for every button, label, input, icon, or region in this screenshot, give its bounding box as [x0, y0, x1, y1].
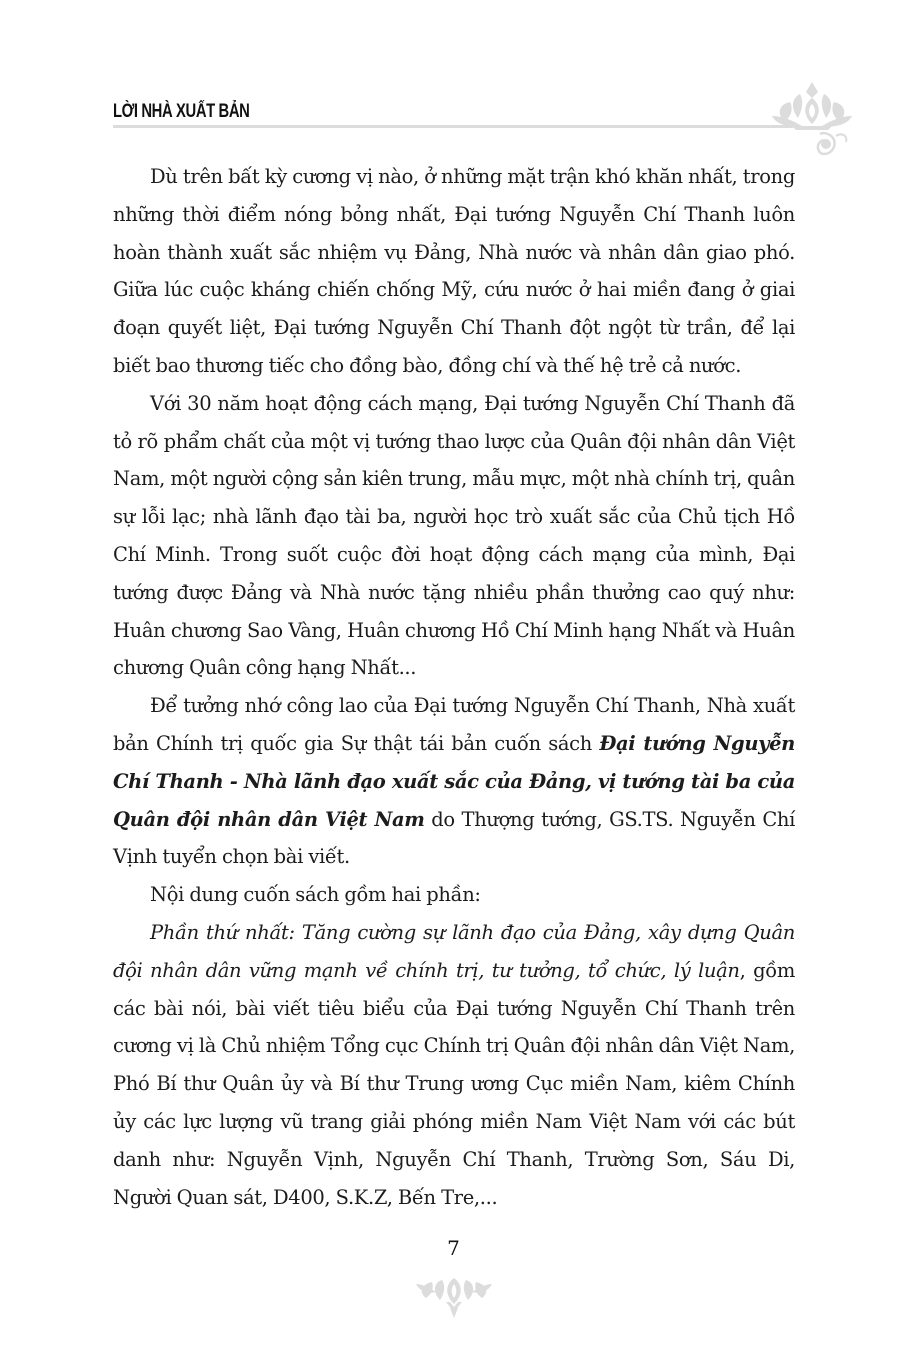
book-title: Đại tướng Nguyễn Chí Thanh - Nhà lãnh đạo xuất sắc của Đảng, vị tướng tài ba của Quân đội nhân dân Việt Nam [113, 731, 796, 831]
paragraph [113, 687, 795, 876]
paragraph: Nội dung cuốn sách gồm hai phần: [150, 883, 481, 907]
body-text [113, 158, 795, 1216]
lotus-ornament-icon [762, 80, 862, 160]
paragraph-text: Để tưởng nhớ công lao của Đại tướng Nguyễn Chí Thanh, Nhà xuất bản Chính trị quốc gia Sự thật tái bản cuốn sách [113, 694, 795, 755]
page-number: 7 [447, 1236, 460, 1260]
paragraph: Dù trên bất kỳ cương vị nào, ở những mặt trận khó khăn nhất, trong những thời điểm nóng bỏng nhất, Đại tướng Nguyễn Chí Thanh luôn hoàn thành xuất sắc nhiệm vụ Đảng, Nhà nước và nhân dân giao phó. Giữa lúc cuộc kháng chiến chống Mỹ, cứu nước ở hai miền đang ở giai đoạn quyết liệt, Đại tướng Nguyễn Chí Thanh đột ngột từ trần, để lại biết bao thương tiếc cho đồng bào, đồng chí và thế hệ trẻ cả nước. [113, 165, 795, 377]
running-head-title: LỜI NHÀ XUẤT BẢN [113, 101, 250, 122]
lotus-ornament-icon [414, 1272, 494, 1320]
paragraph-text: do Thượng tướng, GS.TS. Nguyễn Chí Vịnh tuyển chọn bài viết. [113, 807, 795, 869]
part-title: Phần thứ nhất: Tăng cường sự lãnh đạo của Đảng, xây dựng Quân đội nhân dân vững mạnh về chính trị, tư tưởng, tổ chức, lý luận [113, 920, 795, 982]
paragraph-text: , gồm các bài nói, bài viết tiêu biểu của Đại tướng Nguyễn Chí Thanh trên cương vị là Chủ nhiệm Tổng cục Chính trị Quân đội nhân dân Việt Nam, Phó Bí thư Quân ủy và Bí thư Trung ương Cục miền Nam, kiêm Chính ủy các lực lượng vũ trang giải phóng miền Nam Việt Nam với các bút danh như: Nguyễn Vịnh, Nguyễn Chí Thanh, Trường Sơn, Sáu Di, Người Quan sát, D400, S.K.Z, Bến Tre,... [113, 958, 795, 1209]
paragraph [113, 914, 795, 1216]
header-rule [113, 125, 793, 128]
paragraph: Với 30 năm hoạt động cách mạng, Đại tướng Nguyễn Chí Thanh đã tỏ rõ phẩm chất của một vị tướng thao lược của Quân đội nhân dân Việt Nam, một người cộng sản kiên trung, mẫu mực, một nhà chính trị, quân sự lỗi lạc; nhà lãnh đạo tài ba, người học trò xuất sắc của Chủ tịch Hồ Chí Minh. Trong suốt cuộc đời hoạt động cách mạng của mình, Đại tướng được Đảng và Nhà nước tặng nhiều phần thưởng cao quý như: Huân chương Sao Vàng, Huân chương Hồ Chí Minh hạng Nhất và Huân chương Quân công hạng Nhất... [113, 391, 795, 680]
